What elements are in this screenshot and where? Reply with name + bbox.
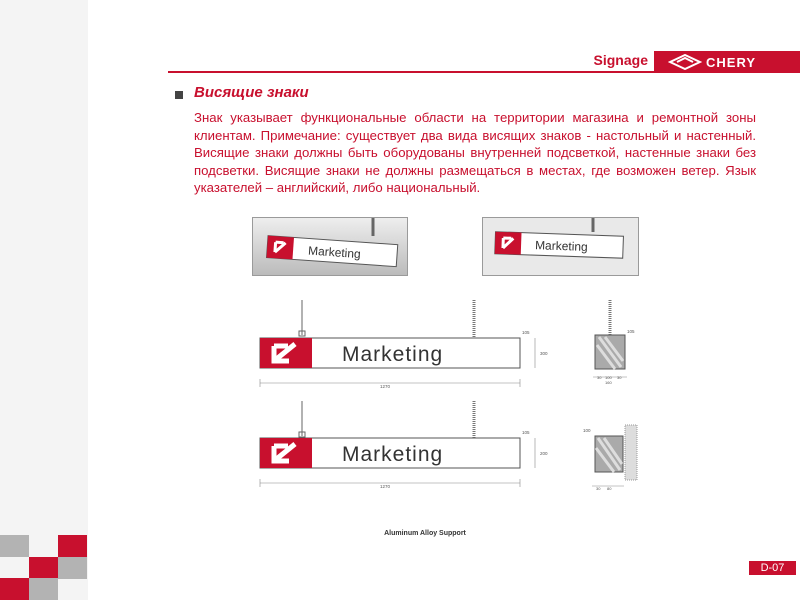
decor-square: [29, 557, 58, 579]
body-paragraph: Знак указывает функциональные области на территории магазина и ремонтной зоны клиентам. Примечание: существует два вида висящих знаков - настольный и настенный. Висящие знаки должны быть оборудованы внутренней подсветкой, настенные знаки без подсветки. Висящие знаки не должны размещаться в местах, где возможен ветер. Язык указателей – английский, либо национальный.: [194, 110, 756, 195]
photo-2-label: Marketing: [534, 238, 588, 254]
side-view-drawing: [585, 295, 645, 390]
small-dimension: 105: [522, 430, 530, 435]
side-dim: 30: [617, 375, 622, 380]
side-dim: 30: [596, 486, 601, 491]
side-total: 160: [605, 380, 612, 385]
bullet-square: [175, 91, 183, 99]
side-dim: 100: [605, 375, 612, 380]
decor-square: [0, 578, 29, 600]
small-dimension: 105: [522, 330, 530, 335]
sign-label-top: Marketing: [342, 343, 444, 366]
section-title: Висящие знаки: [194, 84, 309, 101]
chery-logo-icon: [668, 54, 702, 70]
width-dimension: 1270: [379, 384, 391, 389]
photo-1-drawing: [253, 218, 407, 275]
brand-logo: [654, 51, 800, 73]
photo-1-label: Marketing: [307, 243, 362, 262]
photo-2-drawing: [483, 218, 638, 275]
sign-label-bottom: Marketing: [342, 443, 444, 466]
wall-side-view-drawing: [580, 420, 645, 495]
decor-square: [0, 535, 29, 557]
height-dimension: 200: [540, 451, 548, 456]
sign-photo-2: [482, 217, 639, 276]
wall-sign-drawing: [250, 398, 550, 493]
decor-square: [58, 535, 87, 557]
height-dimension: 300: [540, 351, 548, 356]
decor-square: [58, 557, 87, 579]
left-margin-bar: [0, 0, 88, 600]
section-label: Signage: [593, 52, 648, 68]
header-rule: [168, 71, 800, 73]
figure-caption: Aluminum Alloy Support: [384, 530, 466, 537]
brand-name: CHERY: [706, 55, 757, 70]
sign-photo-1: [252, 217, 408, 276]
hanging-sign-drawing: [250, 295, 550, 395]
width-dimension: 1270: [379, 484, 391, 489]
small-dimension: 100: [583, 428, 591, 433]
decor-square: [29, 578, 58, 600]
side-dim: 30: [597, 375, 602, 380]
page-number: D-07: [749, 561, 796, 575]
small-dimension: 105: [627, 329, 635, 334]
side-dim: 80: [607, 486, 612, 491]
